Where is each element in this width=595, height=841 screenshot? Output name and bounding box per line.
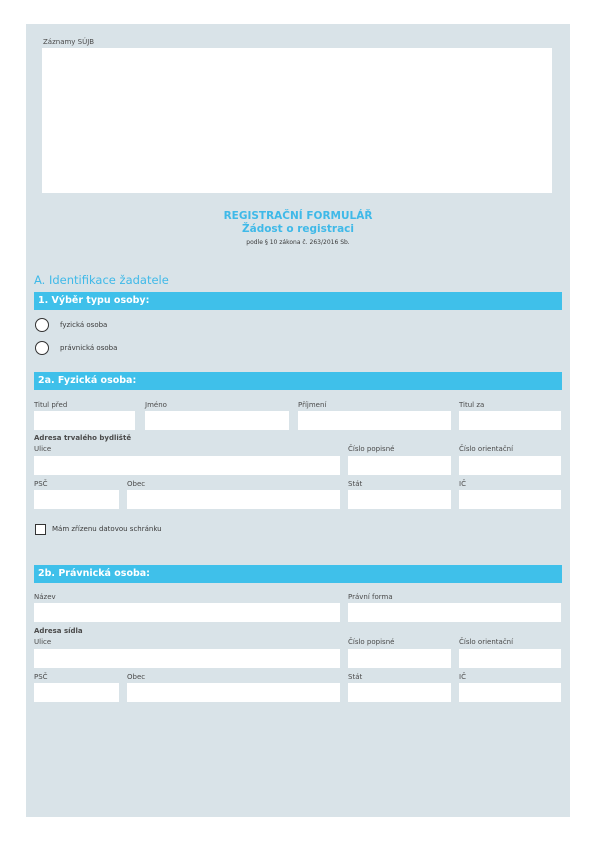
name-field[interactable]: [34, 603, 340, 622]
house-number-field[interactable]: [348, 456, 451, 475]
legal-postal-code-label: PSČ: [34, 673, 48, 681]
records-box: [42, 48, 552, 193]
legal-municipality-field[interactable]: [127, 683, 340, 702]
form-title: REGISTRAČNÍ FORMULÁŘ: [223, 210, 373, 222]
radio-natural-person[interactable]: [35, 318, 49, 332]
house-number-label: Číslo popisné: [348, 445, 395, 453]
legal-basis: podle § 10 zákona č. 263/2016 Sb.: [246, 239, 350, 246]
legal-person-heading: 2b. Právnická osoba:: [34, 565, 562, 583]
radio-natural-person-label: fyzická osoba: [60, 321, 108, 329]
municipality-field[interactable]: [127, 490, 340, 509]
legal-form-field[interactable]: [348, 603, 561, 622]
legal-house-number-field[interactable]: [348, 649, 451, 668]
legal-company-id-field[interactable]: [459, 683, 561, 702]
postal-code-label: PSČ: [34, 480, 48, 488]
street-label: Ulice: [34, 445, 52, 453]
data-box-label: Mám zřízenu datovou schránku: [52, 525, 162, 533]
legal-street-field[interactable]: [34, 649, 340, 668]
title-after-label: Titul za: [459, 401, 485, 409]
radio-legal-person[interactable]: [35, 341, 49, 355]
section-a-title: A. Identifikace žadatele: [34, 273, 169, 287]
legal-municipality-label: Obec: [127, 673, 146, 681]
last-name-label: Příjmení: [298, 401, 327, 409]
legal-company-id-label: IČ: [459, 673, 466, 681]
title-after-field[interactable]: [459, 411, 561, 430]
data-box-checkbox[interactable]: [35, 524, 46, 535]
legal-postal-code-field[interactable]: [34, 683, 119, 702]
name-label: Název: [34, 593, 56, 601]
orientation-number-field[interactable]: [459, 456, 561, 475]
postal-code-field[interactable]: [34, 490, 119, 509]
form-subtitle: Žádost o registraci: [242, 223, 354, 235]
records-label: Záznamy SÚJB: [43, 38, 95, 46]
legal-house-number-label: Číslo popisné: [348, 638, 395, 646]
natural-person-heading: 2a. Fyzická osoba:: [34, 372, 562, 390]
country-label: Stát: [348, 480, 363, 488]
person-type-heading: 1. Výběr typu osoby:: [34, 292, 562, 310]
company-id-label: IČ: [459, 480, 466, 488]
permanent-address-heading: Adresa trvalého bydliště: [34, 434, 132, 442]
municipality-label: Obec: [127, 480, 146, 488]
company-id-field[interactable]: [459, 490, 561, 509]
first-name-label: Jméno: [145, 401, 167, 409]
legal-street-label: Ulice: [34, 638, 52, 646]
legal-orientation-number-field[interactable]: [459, 649, 561, 668]
orientation-number-label: Číslo orientační: [459, 445, 514, 453]
last-name-field[interactable]: [298, 411, 451, 430]
first-name-field[interactable]: [145, 411, 289, 430]
form-page: [26, 24, 570, 817]
radio-legal-person-label: právnická osoba: [60, 344, 118, 352]
country-field[interactable]: [348, 490, 451, 509]
legal-country-label: Stát: [348, 673, 363, 681]
registered-address-heading: Adresa sídla: [34, 627, 83, 635]
title-before-label: Titul před: [34, 401, 68, 409]
legal-country-field[interactable]: [348, 683, 451, 702]
legal-orientation-number-label: Číslo orientační: [459, 638, 514, 646]
street-field[interactable]: [34, 456, 340, 475]
title-before-field[interactable]: [34, 411, 135, 430]
legal-form-label: Právní forma: [348, 593, 393, 601]
